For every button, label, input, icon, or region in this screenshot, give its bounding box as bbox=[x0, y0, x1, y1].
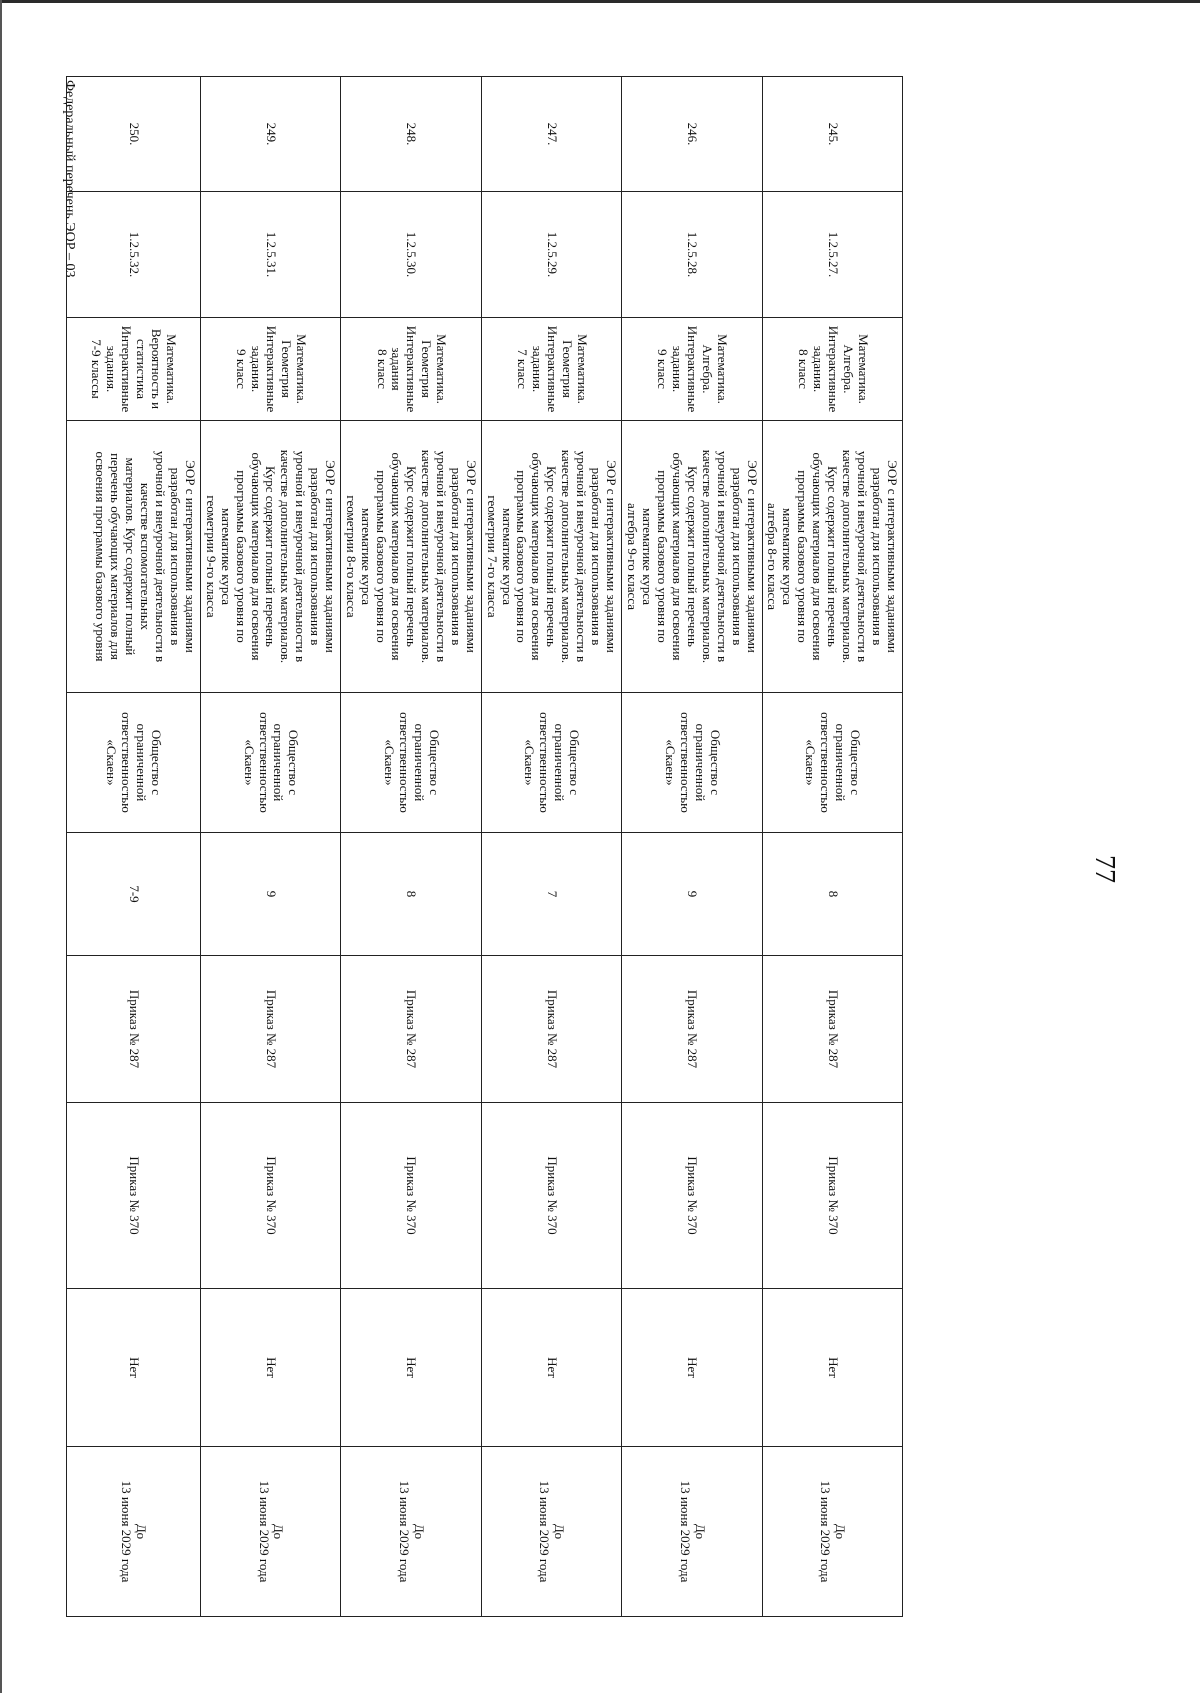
cell-text-line: До bbox=[552, 1523, 568, 1540]
table-row bbox=[622, 77, 762, 1617]
cell-text-line: 8 класс bbox=[795, 349, 811, 389]
cell-text-line: ограниченной bbox=[411, 723, 427, 802]
cell-text-line: Приказ № 370 bbox=[264, 1156, 279, 1235]
cell-text-line: программы базового уровня по bbox=[233, 470, 249, 643]
table-row bbox=[762, 77, 902, 1617]
cell-text-line: обучающих материалов для освоения bbox=[248, 452, 264, 661]
cell-text-line: «Скаен» bbox=[662, 739, 678, 786]
resource-title-cell bbox=[200, 318, 340, 421]
cell-text-line: ответственностью bbox=[256, 712, 272, 813]
cell-text-line: ограниченной bbox=[271, 723, 287, 802]
cell-text-line: 249. bbox=[264, 122, 279, 146]
cell-text-line: Интерактивные bbox=[404, 325, 420, 413]
flag-cell bbox=[622, 1289, 762, 1447]
order-370-cell bbox=[762, 1103, 902, 1289]
cell-text-line: ЭОР с интерактивными заданиями bbox=[463, 460, 479, 653]
cell-text-line: обучающих материалов для освоения bbox=[389, 452, 404, 661]
cell-text-line: Приказ № 370 bbox=[685, 1156, 701, 1235]
cell-text-line: ЭОР с интерактивными заданиями bbox=[744, 460, 760, 653]
cell-text-line: ограниченной bbox=[134, 723, 150, 802]
catalog-code-cell bbox=[341, 192, 481, 318]
cell-text-line: Геометрия bbox=[559, 340, 575, 398]
resource-description-cell bbox=[341, 421, 481, 693]
order-287-cell bbox=[622, 956, 762, 1103]
cell-text-line: Приказ № 287 bbox=[825, 989, 841, 1069]
cell-text-line: задания. bbox=[529, 345, 545, 393]
catalog-code-cell bbox=[622, 192, 762, 318]
cell-text-line: перечень обучающих материалов для bbox=[108, 453, 124, 660]
cell-text-line: Курс содержит полный перечень bbox=[403, 466, 419, 647]
document-header-note: Федеральный перечень ЭОР – 03 bbox=[62, 80, 77, 278]
cell-text-line: Приказ № 370 bbox=[544, 1156, 560, 1235]
cell-text-line: 9 bbox=[685, 890, 701, 898]
cell-text-line: урочной и внеурочной деятельности в bbox=[574, 450, 590, 663]
cell-text-line: Интерактивные bbox=[544, 325, 560, 413]
cell-text-line: программы базового уровня по bbox=[374, 470, 390, 643]
order-370-cell bbox=[200, 1103, 340, 1289]
cell-text-line: ограниченной bbox=[833, 723, 849, 802]
cell-text-line: Интерактивные bbox=[825, 325, 841, 413]
cell-text-line: Нет bbox=[126, 1357, 142, 1378]
cell-text-line: 7-9 классы bbox=[89, 339, 105, 399]
cell-text-line: задания. bbox=[104, 345, 120, 393]
cell-text-line: статистика bbox=[134, 339, 150, 399]
cell-text-line: 246. bbox=[685, 122, 701, 146]
cell-text-line: математике курса bbox=[499, 507, 515, 606]
cell-text-line: 13 июня 2029 года bbox=[256, 1480, 272, 1583]
cell-text-line: Общество с bbox=[426, 729, 442, 796]
cell-text-line: 13 июня 2029 года bbox=[119, 1480, 135, 1583]
cell-text-line: Приказ № 287 bbox=[264, 989, 279, 1069]
cell-text-line: До bbox=[411, 1523, 427, 1540]
table-row bbox=[66, 77, 200, 1617]
cell-text-line: 248. bbox=[404, 122, 420, 146]
cell-text-line: урочной и внеурочной деятельности в bbox=[152, 450, 168, 663]
row-number-cell bbox=[200, 77, 340, 192]
cell-text-line: «Скаен» bbox=[241, 739, 257, 786]
cell-text-line: обучающих материалов для освоения bbox=[669, 452, 685, 661]
table-row bbox=[481, 77, 621, 1617]
cell-text-line: ответственностью bbox=[119, 712, 135, 813]
cell-text-line: Нет bbox=[404, 1357, 420, 1378]
publisher-cell bbox=[341, 693, 481, 833]
catalog-code-cell bbox=[66, 192, 200, 318]
cell-text-line: разработан для использования в bbox=[308, 467, 324, 646]
cell-text-line: качестве дополнительных материалов. bbox=[840, 449, 856, 664]
cell-text-line: 9 класс bbox=[655, 349, 671, 389]
resource-description-cell bbox=[622, 421, 762, 693]
row-number-cell bbox=[341, 77, 481, 192]
catalog-code-cell bbox=[481, 192, 621, 318]
cell-text-line: задания. bbox=[670, 345, 686, 393]
cell-text-line: математике курса bbox=[640, 507, 655, 606]
cell-text-line: До bbox=[833, 1523, 849, 1540]
grade-cell bbox=[622, 833, 762, 956]
cell-text-line: Приказ № 287 bbox=[404, 989, 420, 1069]
cell-text-line: Вероятность и bbox=[149, 328, 165, 410]
order-287-cell bbox=[200, 956, 340, 1103]
order-370-cell bbox=[341, 1103, 481, 1289]
cell-text-line: качестве дополнительных материалов. bbox=[418, 449, 434, 664]
row-number-cell bbox=[481, 77, 621, 192]
order-370-cell bbox=[66, 1103, 200, 1289]
publisher-cell bbox=[481, 693, 621, 833]
cell-text-line: Курс содержит полный перечень bbox=[263, 466, 279, 647]
cell-text-line: программы базового уровня по bbox=[795, 470, 811, 643]
cell-text-line: ограниченной bbox=[552, 723, 568, 802]
cell-text-line: ответственностью bbox=[396, 712, 412, 813]
cell-text-line: разработан для использования в bbox=[448, 467, 464, 646]
cell-text-line: ограниченной bbox=[692, 723, 708, 802]
cell-text-line: 9 класс bbox=[234, 349, 250, 389]
cell-text-line: 1.2.5.30. bbox=[404, 231, 420, 278]
cell-text-line: ответственностью bbox=[677, 712, 693, 813]
cell-text-line: Интерактивные bbox=[119, 325, 135, 413]
cell-text-line: ЭОР с интерактивными заданиями bbox=[604, 460, 620, 653]
resource-title-cell bbox=[762, 318, 902, 421]
cell-text-line: «Скаен» bbox=[803, 739, 819, 786]
resource-title-cell bbox=[481, 318, 621, 421]
table-row bbox=[341, 77, 481, 1617]
cell-text-line: Нет bbox=[685, 1357, 701, 1378]
grade-cell bbox=[341, 833, 481, 956]
cell-text-line: математике курса bbox=[359, 507, 375, 606]
cell-text-line: геометрии 8-го класса bbox=[344, 495, 360, 618]
cell-text-line: ЭОР с интерактивными заданиями bbox=[885, 460, 900, 653]
eor-registry-table bbox=[66, 76, 903, 1617]
row-number-cell bbox=[622, 77, 762, 192]
resource-title-cell bbox=[341, 318, 481, 421]
cell-text-line: 1.2.5.28. bbox=[685, 231, 701, 278]
cell-text-line: алгебра 8-го класса bbox=[765, 502, 781, 611]
cell-text-line: Нет bbox=[825, 1357, 841, 1378]
flag-cell bbox=[341, 1289, 481, 1447]
cell-text-line: До bbox=[692, 1523, 708, 1540]
cell-text-line: Математика. bbox=[293, 334, 309, 404]
cell-text-line: «Скаен» bbox=[522, 739, 538, 786]
deadline-cell bbox=[622, 1447, 762, 1617]
cell-text-line: Алгебра. bbox=[700, 344, 716, 394]
cell-text-line: Математика. bbox=[855, 334, 871, 404]
cell-text-line: Математика. bbox=[434, 334, 450, 404]
cell-text-line: Приказ № 287 bbox=[126, 989, 142, 1069]
cell-text-line: обучающих материалов для освоения bbox=[529, 452, 545, 661]
publisher-cell bbox=[66, 693, 200, 833]
cell-text-line: Интерактивные bbox=[685, 325, 701, 413]
publisher-cell bbox=[762, 693, 902, 833]
order-287-cell bbox=[762, 956, 902, 1103]
resource-title-cell bbox=[66, 318, 200, 421]
cell-text-line: задания. bbox=[810, 345, 826, 393]
cell-text-line: Приказ № 370 bbox=[404, 1156, 420, 1235]
cell-text-line: урочной и внеурочной деятельности в bbox=[293, 450, 309, 663]
catalog-code-cell bbox=[762, 192, 902, 318]
cell-text-line: качестве дополнительных материалов. bbox=[699, 449, 715, 664]
order-287-cell bbox=[66, 956, 200, 1103]
order-287-cell bbox=[481, 956, 621, 1103]
cell-text-line: программы базового уровня по bbox=[514, 470, 530, 643]
resource-description-cell bbox=[66, 421, 200, 693]
cell-text-line: разработан для использования в bbox=[729, 467, 745, 646]
cell-text-line: Приказ № 287 bbox=[544, 989, 560, 1069]
order-287-cell bbox=[341, 956, 481, 1103]
cell-text-line: Математика. bbox=[164, 334, 180, 404]
cell-text-line: Курс содержит полный перечень bbox=[825, 466, 841, 647]
cell-text-line: материалов. Курс содержит полный bbox=[123, 457, 139, 656]
cell-text-line: 9 bbox=[264, 890, 279, 898]
cell-text-line: разработан для использования в bbox=[589, 467, 605, 646]
cell-text-line: разработан для использования в bbox=[167, 467, 183, 646]
resource-description-cell bbox=[200, 421, 340, 693]
page-number: 77 bbox=[1089, 855, 1120, 883]
resource-description-cell bbox=[481, 421, 621, 693]
cell-text-line: ЭОР с интерактивными заданиями bbox=[323, 460, 339, 653]
cell-text-line: 8 класс bbox=[374, 349, 390, 389]
deadline-cell bbox=[66, 1447, 200, 1617]
cell-text-line: Общество с bbox=[707, 729, 723, 796]
cell-text-line: качестве дополнительных материалов. bbox=[559, 449, 575, 664]
cell-text-line: 250. bbox=[126, 122, 142, 146]
cell-text-line: геометрии 7-го класса bbox=[484, 495, 500, 618]
cell-text-line: 1.2.5.27. bbox=[825, 231, 841, 278]
order-370-cell bbox=[481, 1103, 621, 1289]
cell-text-line: Геометрия bbox=[278, 340, 294, 398]
cell-text-line: качестве дополнительных материалов. bbox=[278, 449, 294, 664]
cell-text-line: Общество с bbox=[567, 729, 583, 796]
table-row bbox=[200, 77, 340, 1617]
cell-text-line: Общество с bbox=[286, 729, 302, 796]
cell-text-line: программы базового уровня по bbox=[654, 470, 670, 643]
cell-text-line: Нет bbox=[544, 1357, 560, 1378]
cell-text-line: Общество с bbox=[848, 729, 864, 796]
cell-text-line: Нет bbox=[264, 1357, 279, 1378]
cell-text-line: Курс содержит полный перечень bbox=[544, 466, 560, 647]
cell-text-line: 8 bbox=[825, 890, 841, 898]
row-number-cell bbox=[66, 77, 200, 192]
cell-text-line: До bbox=[271, 1523, 287, 1540]
cell-text-line: 247. bbox=[544, 122, 560, 146]
cell-text-line: Приказ № 370 bbox=[825, 1156, 841, 1235]
cell-text-line: 1.2.5.32. bbox=[126, 231, 142, 278]
cell-text-line: разработан для использования в bbox=[870, 467, 886, 646]
cell-text-line: обучающих материалов для освоения bbox=[810, 452, 826, 661]
cell-text-line: «Скаен» bbox=[104, 739, 120, 786]
cell-text-line: Математика. bbox=[715, 334, 731, 404]
flag-cell bbox=[481, 1289, 621, 1447]
order-370-cell bbox=[622, 1103, 762, 1289]
cell-text-line: задания bbox=[389, 347, 405, 391]
cell-text-line: 245. bbox=[825, 122, 841, 146]
cell-text-line: освоения программы базового уровня bbox=[93, 451, 109, 662]
deadline-cell bbox=[200, 1447, 340, 1617]
cell-text-line: 1.2.5.31. bbox=[264, 231, 279, 278]
flag-cell bbox=[66, 1289, 200, 1447]
cell-text-line: Приказ № 370 bbox=[126, 1156, 142, 1235]
cell-text-line: 13 июня 2029 года bbox=[677, 1480, 693, 1583]
cell-text-line: ЭОР с интерактивными заданиями bbox=[182, 460, 198, 653]
cell-text-line: 7-9 bbox=[126, 885, 142, 903]
grade-cell bbox=[481, 833, 621, 956]
row-number-cell bbox=[762, 77, 902, 192]
cell-text-line: ответственностью bbox=[537, 712, 553, 813]
cell-text-line: 13 июня 2029 года bbox=[396, 1480, 412, 1583]
cell-text-line: Приказ № 287 bbox=[685, 989, 701, 1069]
grade-cell bbox=[200, 833, 340, 956]
cell-text-line: До bbox=[134, 1523, 150, 1540]
cell-text-line: «Скаен» bbox=[382, 739, 398, 786]
deadline-cell bbox=[481, 1447, 621, 1617]
resource-title-cell bbox=[622, 318, 762, 421]
cell-text-line: урочной и внеурочной деятельности в bbox=[714, 450, 730, 663]
catalog-code-cell bbox=[200, 192, 340, 318]
cell-text-line: алгебра 9-го класса bbox=[625, 502, 641, 611]
grade-cell bbox=[66, 833, 200, 956]
cell-text-line: Общество с bbox=[149, 729, 165, 796]
cell-text-line: Курс содержит полный перечень bbox=[684, 466, 700, 647]
registry-table-body bbox=[66, 77, 902, 1617]
cell-text-line: 1.2.5.29. bbox=[544, 231, 560, 278]
cell-text-line: 13 июня 2029 года bbox=[537, 1480, 553, 1583]
cell-text-line: ответственностью bbox=[818, 712, 834, 813]
cell-text-line: 8 bbox=[404, 890, 420, 898]
cell-text-line: урочной и внеурочной деятельности в bbox=[855, 450, 871, 663]
cell-text-line: геометрии 9-го класса bbox=[203, 495, 219, 618]
deadline-cell bbox=[341, 1447, 481, 1617]
cell-text-line: математике курса bbox=[218, 507, 234, 606]
cell-text-line: Алгебра. bbox=[840, 344, 856, 394]
cell-text-line: 13 июня 2029 года bbox=[818, 1480, 834, 1583]
cell-text-line: Геометрия bbox=[419, 340, 435, 398]
flag-cell bbox=[762, 1289, 902, 1447]
publisher-cell bbox=[622, 693, 762, 833]
resource-description-cell bbox=[762, 421, 902, 693]
cell-text-line: Интерактивные bbox=[264, 325, 279, 413]
cell-text-line: математике курса bbox=[780, 507, 796, 606]
cell-text-line: качестве вспомогательных bbox=[138, 482, 153, 631]
flag-cell bbox=[200, 1289, 340, 1447]
deadline-cell bbox=[762, 1447, 902, 1617]
cell-text-line: урочной и внеурочной деятельности в bbox=[433, 450, 449, 663]
cell-text-line: 7 класс bbox=[515, 349, 530, 389]
grade-cell bbox=[762, 833, 902, 956]
publisher-cell bbox=[200, 693, 340, 833]
cell-text-line: 7 bbox=[544, 890, 560, 898]
cell-text-line: Математика. bbox=[574, 334, 590, 404]
cell-text-line: задания. bbox=[249, 345, 265, 393]
